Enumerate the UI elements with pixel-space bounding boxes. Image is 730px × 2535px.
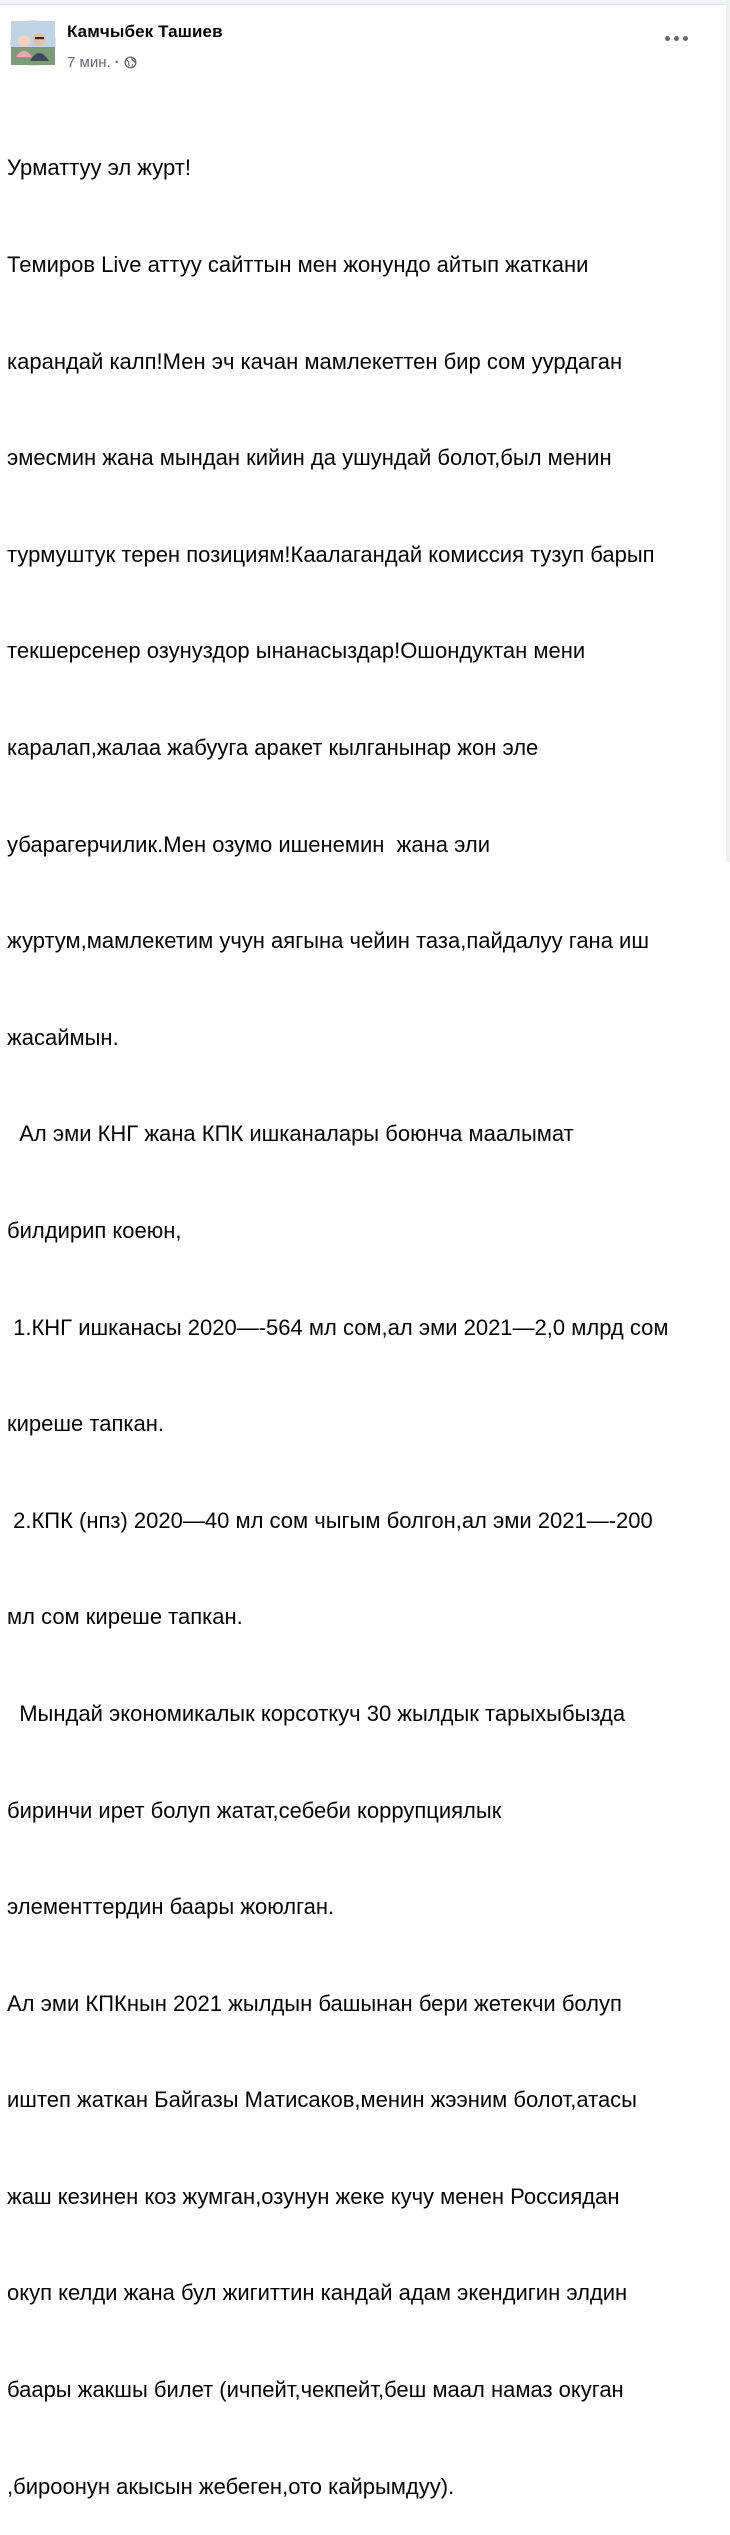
post-line: Темиров Live аттуу сайттын мен жонундо айтып жаткани bbox=[7, 252, 589, 277]
post-line: Ал эми КНГ жана КПК ишканалары боюнча маалымат bbox=[7, 1121, 574, 1147]
post-timestamp[interactable]: 7 мин. bbox=[67, 54, 111, 71]
post-line: Мындай экономикалык корсоткуч 30 жылдык тарыхыбызда bbox=[7, 1700, 626, 1726]
post-line: баары жакшы билет (ичпейт,чекпейт,беш маал намаз окуган bbox=[7, 2377, 624, 2403]
post-header bbox=[10, 18, 722, 74]
post-line: ,бироонун акысын жебеген,ото кайрымдуу). bbox=[7, 2473, 455, 2499]
top-divider bbox=[0, 0, 730, 5]
post-line: карандай калп!Мен эч качан мамлекеттен бир сом уурдаган bbox=[7, 348, 623, 374]
post-line: Урматтуу эл журт! bbox=[7, 155, 191, 181]
author-name[interactable]: Камчыбек Ташиев bbox=[67, 22, 223, 41]
post-line: биринчи ирет болуп жатат,себеби коррупциялык bbox=[7, 1797, 502, 1823]
post-line: элементтердин баары жоюлган. bbox=[7, 1894, 335, 1920]
post-text bbox=[7, 88, 719, 2535]
more-horizontal-icon bbox=[665, 36, 670, 41]
post-line: журтум,мамлекетим учун аягына чейин таза,пайдалуу гана иш bbox=[7, 928, 649, 954]
post-line: жасаймын. bbox=[7, 1024, 119, 1050]
post-line: турмуштук терен позициям!Каалагандай комиссия тузуп барып bbox=[7, 541, 655, 567]
globe-icon[interactable] bbox=[124, 56, 137, 69]
post-line: киреше тапкан. bbox=[7, 1411, 164, 1437]
avatar-image bbox=[11, 21, 55, 65]
post-line: билдирип коеюн, bbox=[7, 1217, 182, 1243]
more-options-button[interactable] bbox=[658, 26, 694, 50]
avatar[interactable] bbox=[10, 20, 56, 66]
post-line: мл сом киреше тапкан. bbox=[7, 1604, 243, 1630]
post-meta bbox=[67, 54, 137, 71]
post-line: иштеп жаткан Байгазы Матисаков,менин жээним болот,атасы bbox=[7, 2087, 637, 2113]
post-line: окуп келди жана бул жигиттин кандай адам экендигин элдин bbox=[7, 2280, 628, 2306]
post-line: каралап,жалаа жабууга аракет кылганынар жон эле bbox=[7, 734, 539, 760]
post-line: убарагерчилик.Мен озумо ишенемин жана эли bbox=[7, 831, 490, 857]
scrollbar-track[interactable] bbox=[726, 0, 730, 862]
post-line: текшерсенер озунуздор ынанасыздар!Ошондуктан мени bbox=[7, 638, 586, 664]
meta-separator: · bbox=[114, 54, 120, 71]
post-line: 2.КПК (нпз) 2020—40 мл сом чыгым болгон,ал эми 2021—-200 bbox=[7, 1507, 653, 1533]
post-line: эмесмин жана мындан кийин да ушундай болот,был менин bbox=[7, 445, 612, 471]
post-line: 1.КНГ ишканасы 2020—-564 мл сом,ал эми 2021—2,0 млрд сом bbox=[7, 1314, 669, 1340]
post-line: жаш кезинен коз жумган,озунун жеке кучу менен Россиядан bbox=[7, 2183, 620, 2209]
post-line: Ал эми КПКнын 2021 жылдын башынан бери жетекчи болуп bbox=[7, 1990, 622, 2016]
